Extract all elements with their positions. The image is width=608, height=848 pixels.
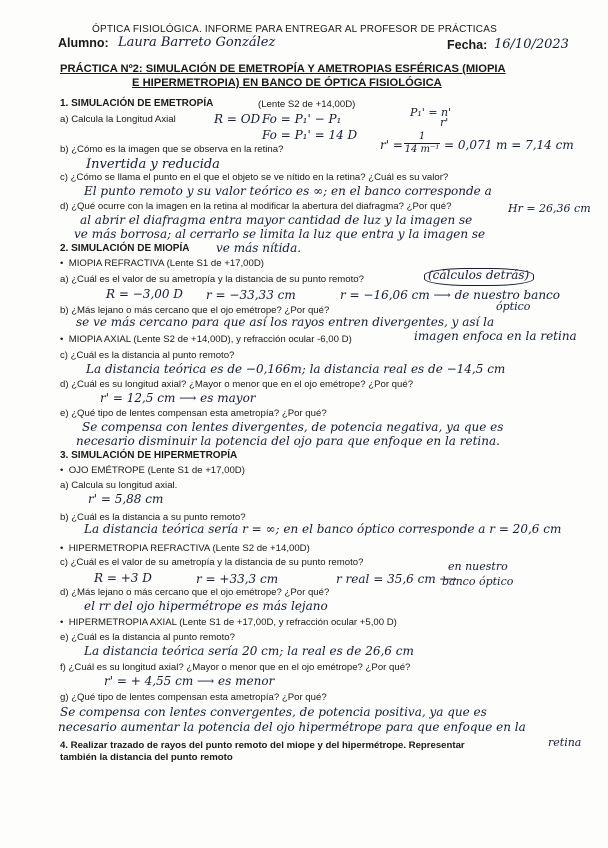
question-3c: c) ¿Cuál es el valor de su ametropía y la distancia de su punto remoto? — [60, 557, 364, 568]
answer-2e-line2: necesario disminuir la potencia del ojo para que enfoque en la retina. — [76, 434, 500, 448]
student-label: Alumno: — [58, 36, 109, 50]
question-1c: c) ¿Cómo se llama el punto en el que el objeto se ve nítido en la retina? ¿Cuál es su valor? — [60, 172, 449, 183]
answer-3g-line3: retina — [548, 736, 582, 749]
bullet-miopia-axial-label: MIOPIA AXIAL (Lente S2 de +14,00D), y refracción ocular -6,00 D) — [68, 334, 352, 345]
answer-2e-line1: Se compensa con lentes divergentes, de potencia negativa, ya que es — [82, 420, 504, 434]
question-3b: b) ¿Cuál es la distancia a su punto remoto? — [60, 512, 246, 523]
answer-3c-note1: en nuestro — [448, 560, 508, 573]
section-2-heading: 2. SIMULACIÓN DE MIOPÍA — [60, 243, 190, 254]
answer-1a-r-label: r' = — [380, 138, 403, 152]
bullet-dot: • — [60, 258, 69, 269]
answer-2b-line2: imagen enfoca en la retina — [414, 329, 577, 343]
answer-1a-fraction-num: 1 — [418, 131, 426, 142]
answer-2a-remote: r = −33,33 cm — [206, 288, 296, 302]
question-3d: d) ¿Más lejano o más cercano que el ojo emétrope? ¿Por qué? — [60, 587, 330, 598]
course-header: ÓPTICA FISIOLÓGICA. INFORME PARA ENTREGAR AL PROFESOR DE PRÁCTICAS — [92, 24, 497, 35]
answer-1b: Invertida y reducida — [86, 157, 220, 172]
answer-1a-fraction — [404, 132, 440, 155]
answer-3g-line1: Se compensa con lentes convergentes, de potencia positiva, ya que es — [60, 705, 487, 719]
question-3g: g) ¿Qué tipo de lentes compensan esta ametropía? ¿Por qué? — [60, 692, 327, 703]
question-1a: a) Calcula la Longitud Axial — [60, 114, 176, 125]
answer-1a-result: = 0,071 m = 7,14 cm — [444, 138, 574, 152]
answer-2a-r: R = −3,00 D — [106, 287, 183, 301]
bullet-ojo-emetrope-label: OJO EMÉTROPE (Lente S1 de +17,00D) — [68, 465, 245, 476]
answer-1a-fo-value: Fo = P₁' = 14 D — [262, 128, 358, 142]
answer-1a-formula-den: r' — [440, 116, 449, 129]
answer-3d: el rr del ojo hipermétrope es más lejano — [84, 599, 328, 613]
answer-1c: El punto remoto y su valor teórico es ∞; en el banco corresponde a — [84, 184, 492, 198]
section-4-line1: 4. Realizar trazado de rayos del punto remoto del miope y del hipermétrope. Representar — [60, 740, 465, 751]
practice-title-line2: E HIPERMETROPIA) EN BANCO DE ÓPTICA FISIOLÓGICA — [132, 77, 442, 89]
answer-3c-r: R = +3 D — [94, 571, 152, 585]
bullet-miopia-axial — [60, 334, 352, 345]
date-label: Fecha: — [447, 38, 488, 52]
question-1b: b) ¿Cómo es la imagen que se observa en la retina? — [60, 144, 284, 155]
bullet-dot: • — [60, 334, 69, 345]
answer-2c: La distancia teórica es de −0,166m; la distancia real es de −14,5 cm — [86, 362, 506, 376]
answer-1a-r: R = OD — [214, 112, 261, 126]
answer-3f: r' = + 4,55 cm ⟶ es menor — [104, 674, 275, 688]
answer-3g-line2: necesario aumentar la potencia del ojo hipermétrope para que enfoque en la — [58, 720, 526, 734]
answer-3a: r' = 5,88 cm — [88, 492, 164, 506]
bullet-hiper-refractiva — [60, 543, 310, 554]
section-3-heading: 3. SIMULACIÓN DE HIPERMETROPÍA — [60, 450, 238, 461]
bullet-hiper-refractiva-label: HIPERMETROPIA REFRACTIVA (Lente S2 de +14,00D) — [68, 543, 310, 554]
answer-3c-remote: r = +33,3 cm — [196, 572, 279, 586]
answer-2a-bench: r = −16,06 cm ⟶ de nuestro banco — [340, 288, 560, 302]
bullet-dot: • — [60, 543, 69, 554]
bullet-hiper-axial — [60, 617, 397, 628]
answer-1a-formula: P₁' = n' — [410, 106, 452, 119]
date-value: 16/10/2023 — [494, 37, 569, 52]
question-2d: d) ¿Cuál es su longitud axial? ¿Mayor o menor que en el ojo emétrope? ¿Por qué? — [60, 379, 414, 390]
answer-3b: La distancia teórica sería r = ∞; en el banco óptico corresponde a r = 20,6 cm — [84, 522, 562, 536]
question-1d: d) ¿Qué ocurre con la imagen en la retina al modificar la abertura del diafragma? ¿Por qué? — [60, 201, 452, 212]
answer-2a-note: (cálculos detrás) — [428, 268, 530, 282]
section-4-line2: también la distancia del punto remoto — [60, 752, 233, 763]
answer-2b-top: óptico — [496, 300, 531, 313]
bullet-dot: • — [60, 465, 69, 476]
answer-1a-fo: Fo = P₁' − P₁ — [262, 112, 342, 126]
bullet-miopia-refractiva-label: MIOPIA REFRACTIVA (Lente S1 de +17,00D) — [68, 258, 264, 269]
question-2c: c) ¿Cuál es la distancia al punto remoto? — [60, 350, 235, 361]
bullet-ojo-emetrope — [60, 465, 245, 476]
question-3e: e) ¿Cuál es la distancia al punto remoto? — [60, 632, 235, 643]
answer-1d-side: Hr = 26,36 cm — [508, 202, 591, 215]
question-2b: b) ¿Más lejano o más cercano que el ojo emétrope? ¿Por qué? — [60, 305, 330, 316]
bullet-miopia-refractiva — [60, 258, 264, 269]
section-2-heading-hw: ve más nítida. — [216, 241, 302, 255]
bullet-dot: • — [60, 617, 69, 628]
question-2a: a) ¿Cuál es el valor de su ametropía y la distancia de su punto remoto? — [60, 274, 364, 285]
answer-3c-note2: banco óptico — [442, 575, 514, 588]
question-3a: a) Calcula su longitud axial. — [60, 480, 178, 491]
answer-1d-line1: al abrir el diafragma entra mayor cantidad de luz y la imagen se — [80, 213, 473, 227]
answer-3c-real: r real = 35,6 cm ⟶ — [336, 572, 457, 586]
answer-3e: La distancia teórica sería 20 cm; la real es de 26,6 cm — [84, 644, 414, 658]
student-name: Laura Barreto González — [118, 35, 276, 50]
bullet-hiper-axial-label: HIPERMETROPIA AXIAL (Lente S1 de +17,00D, y refracción ocular +5,00 D) — [68, 617, 397, 628]
answer-2d: r' = 12,5 cm ⟶ es mayor — [100, 391, 256, 405]
section-1-heading: 1. SIMULACIÓN DE EMETROPÍA — [60, 98, 214, 109]
practice-title-line1: PRÁCTICA Nº2: SIMULACIÓN DE EMETROPÍA Y AMETROPIAS ESFÉRICAS (MIOPIA — [60, 63, 506, 75]
question-2e: e) ¿Qué tipo de lentes compensan esta ametropía? ¿Por qué? — [60, 408, 327, 419]
question-3f: f) ¿Cuál es su longitud axial? ¿Mayor o menor que en el ojo emétrope? ¿Por qué? — [60, 662, 411, 673]
answer-1d-line2: ve más borrosa; al cerrarlo se limita la luz que entra y la imagen se — [74, 227, 486, 241]
answer-1a-fraction-den: 14 m⁻¹ — [404, 144, 440, 155]
answer-2b-line1: se ve más cercano para que así los rayos entren divergentes, y así la — [76, 315, 495, 329]
section-1-heading-note: (Lente S2 de +14,00D) — [258, 99, 356, 110]
